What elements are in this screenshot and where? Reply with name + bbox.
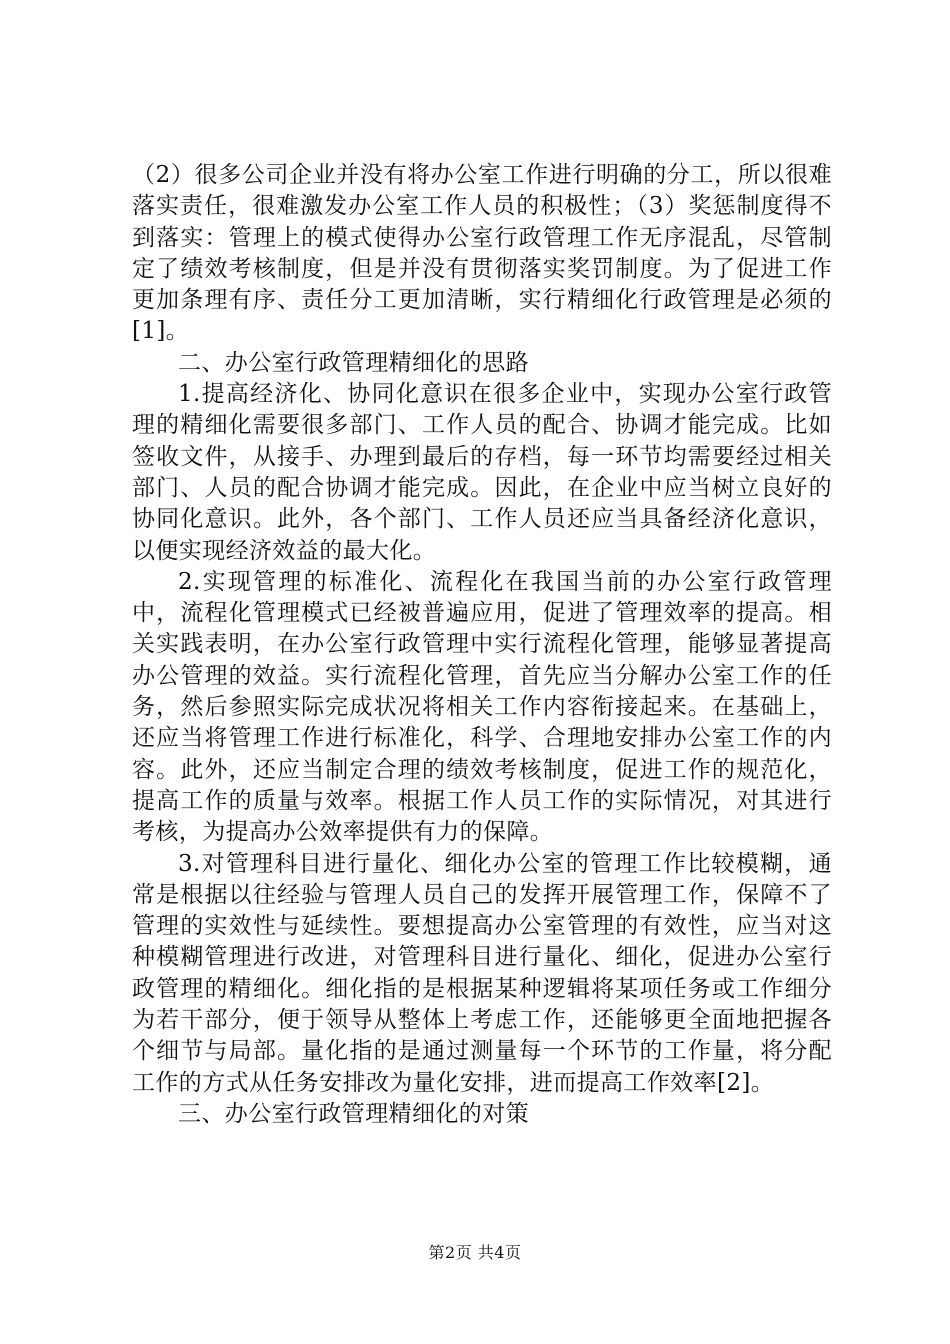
section-heading-3: 三、办公室行政管理精细化的对策 [178, 1100, 529, 1127]
page-number: 第2页 共4页 [428, 1243, 522, 1262]
page-footer [0, 1240, 950, 1263]
paragraph-item-1: 1.提高经济化、协同化意识在很多企业中，实现办公室行政管理的精细化需要很多部门、工作人员的配合、协调才能完成。比如签收文件，从接手、办理到最后的存档，每一环节均需要经过相关部门、人员的配合协调才能完成。因此，在企业中应当树立良好的协同化意识。此外，各个部门、工作人员还应当具备经济化意识，以便实现经济效益的最大化。 [132, 381, 832, 564]
section-heading-2: 二、办公室行政管理精细化的思路 [178, 349, 529, 376]
paragraph-continuation: （2）很多公司企业并没有将办公室工作进行明确的分工，所以很难落实责任，很难激发办公室工作人员的积极性；（3）奖惩制度得不到落实：管理上的模式使得办公室行政管理工作无序混乱，尽管制定了绩效考核制度，但是并没有贯彻落实奖罚制度。为了促进工作更加条理有序、责任分工更加清晰，实行精细化行政管理是必须的[1]。 [132, 162, 832, 345]
paragraph-item-3: 3.对管理科目进行量化、细化办公室的管理工作比较模糊，通常是根据以往经验与管理人员自己的发挥开展管理工作，保障不了管理的实效性与延续性。要想提高办公室管理的有效性，应当对这种模糊管理进行改进，对管理科目进行量化、细化，促进办公室行政管理的精细化。细化指的是根据某种逻辑将某项任务或工作细分为若干部分，便于领导从整体上考虑工作，还能够更全面地把握各个细节与局部。量化指的是通过测量每一个环节的工作量，将分配工作的方式从任务安排改为量化安排，进而提高工作效率[2]。 [132, 850, 832, 1096]
paragraph-item-2: 2.实现管理的标准化、流程化在我国当前的办公室行政管理中，流程化管理模式已经被普遍应用，促进了管理效率的提高。相关实践表明，在办公室行政管理中实行流程化管理，能够显著提高办公管理的效益。实行流程化管理，首先应当分解办公室工作的任务，然后参照实际完成状况将相关工作内容衔接起来。在基础上，还应当将管理工作进行标准化，科学、合理地安排办公室工作的内容。此外，还应当制定合理的绩效考核制度，促进工作的规范化，提高工作的质量与效率。根据工作人员工作的实际情况，对其进行考核，为提高办公效率提供有力的保障。 [132, 568, 832, 846]
body-text [132, 160, 832, 1130]
